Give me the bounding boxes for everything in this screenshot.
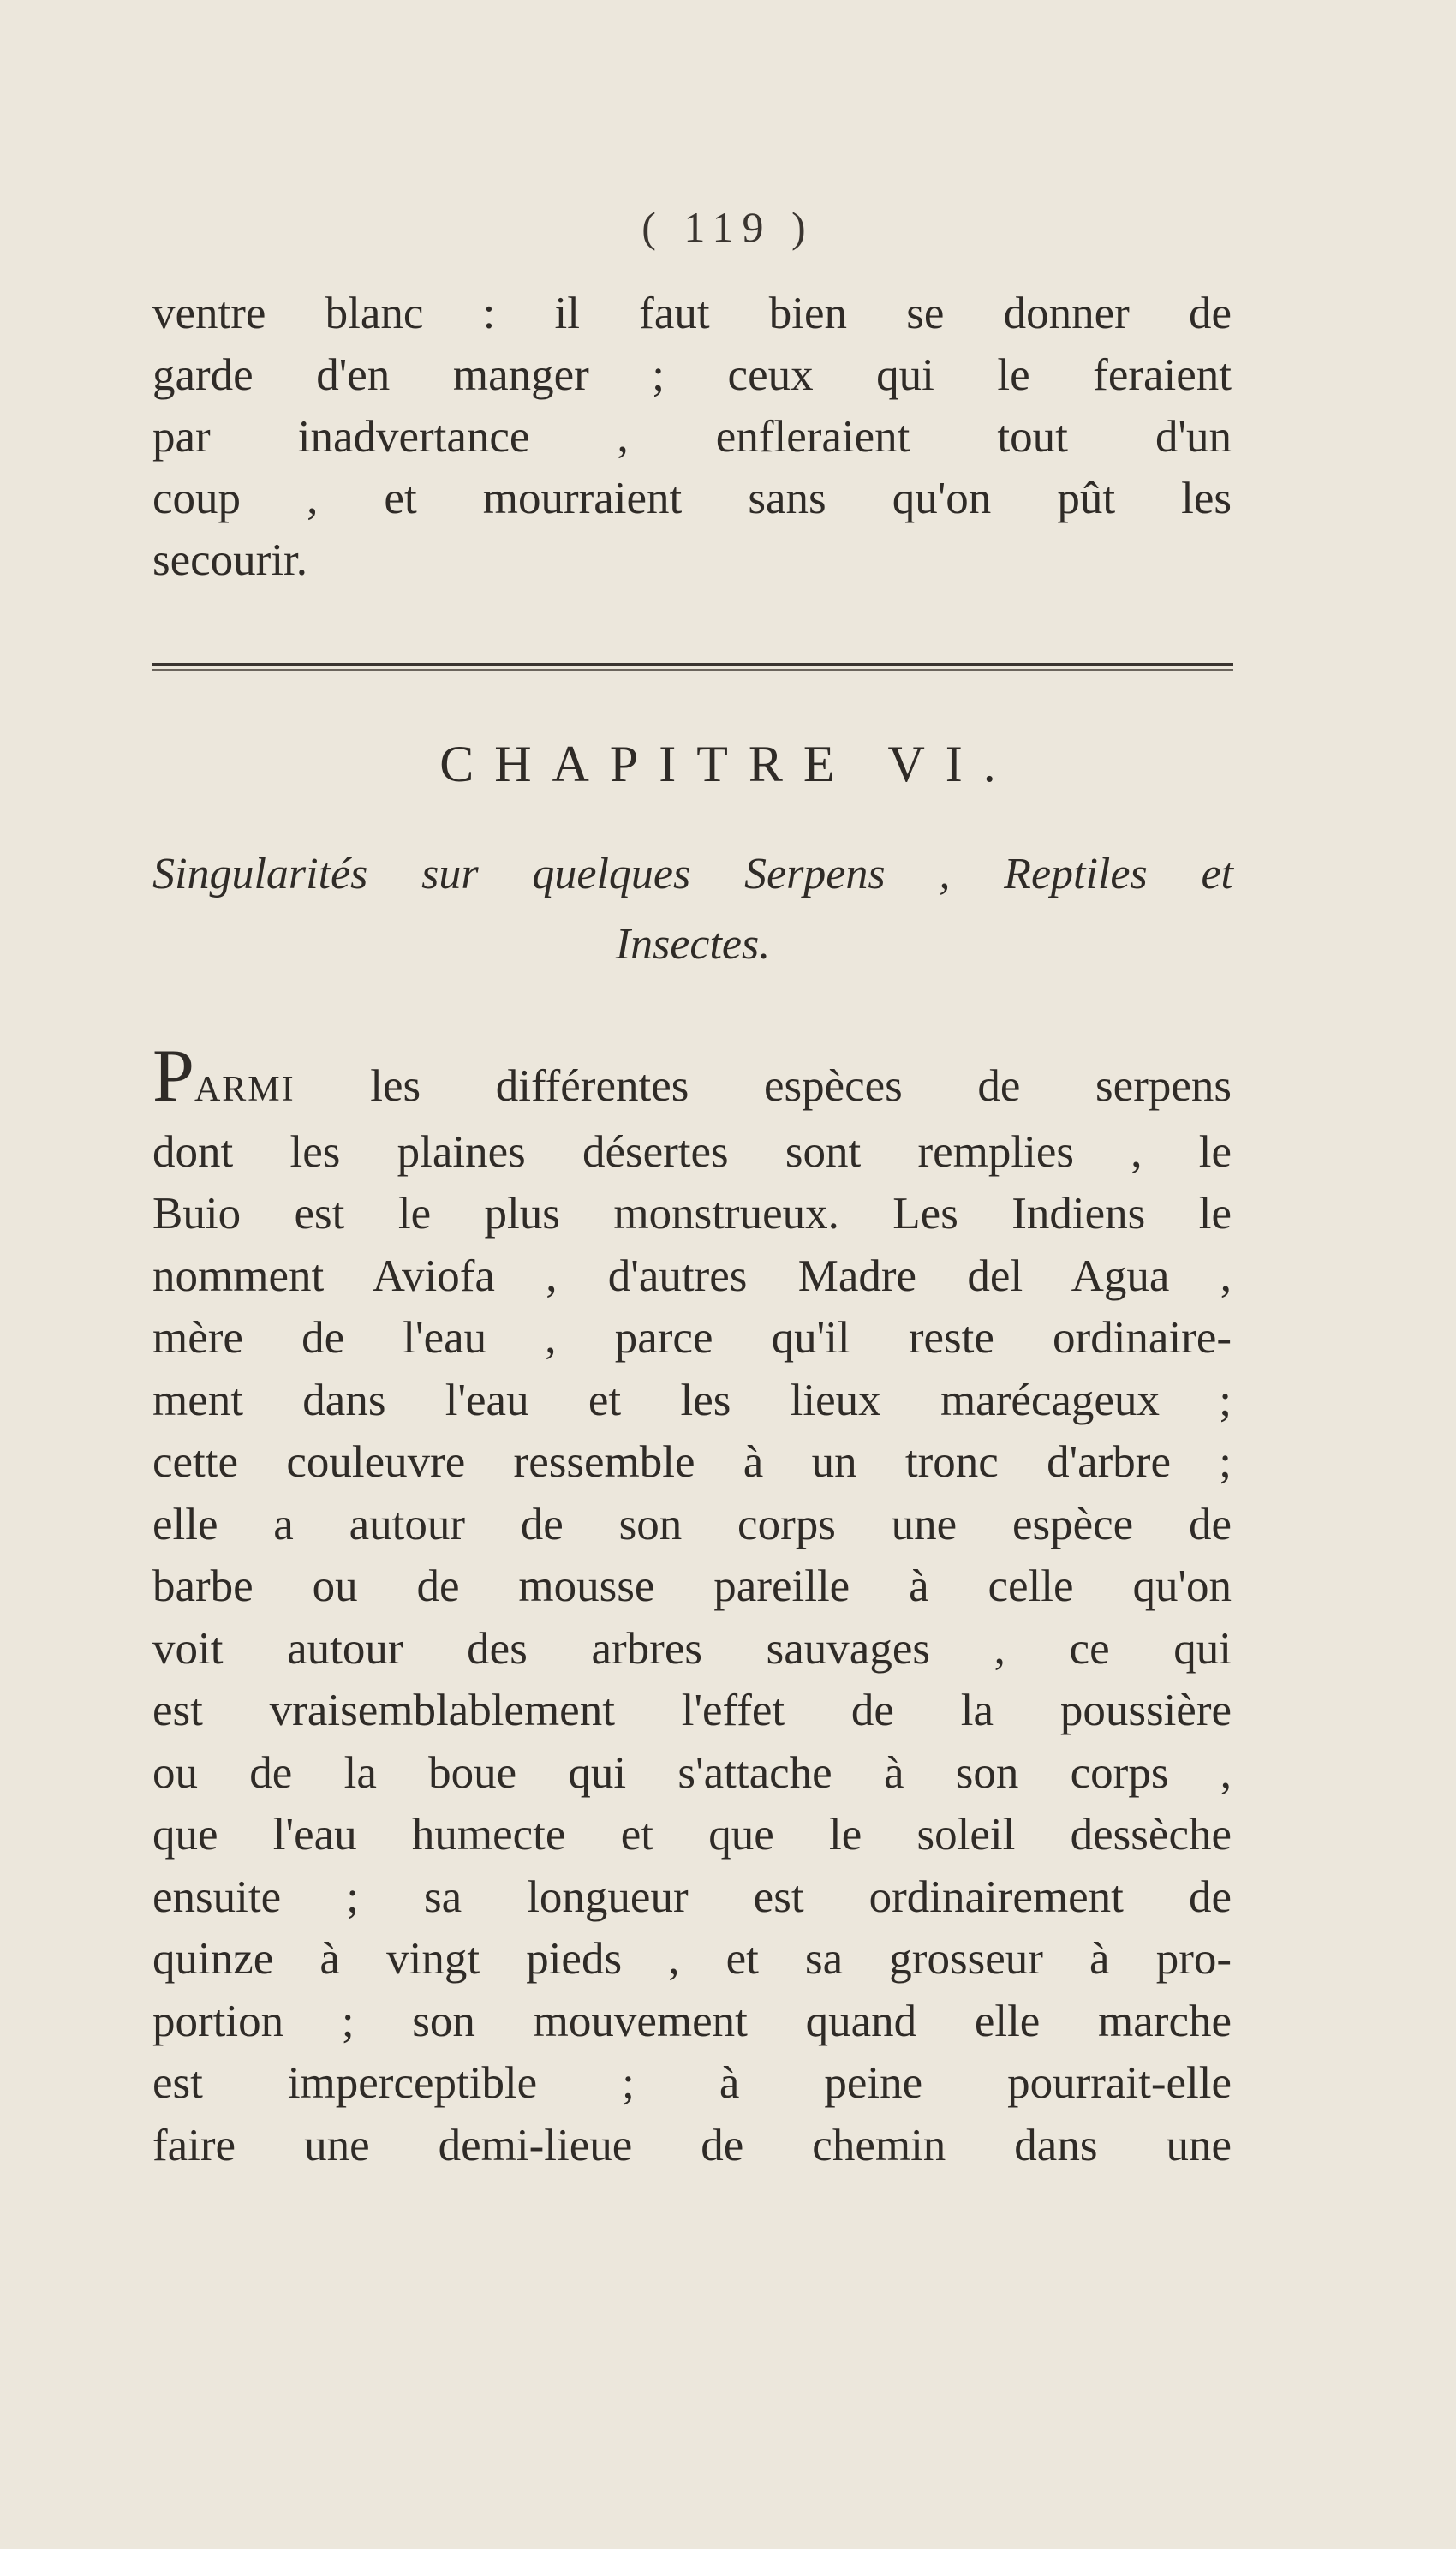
- text-line: ment dans l'eau et les lieux marécageux ;: [152, 1375, 1232, 1425]
- text-line: ou de la boue qui s'attache à son corps ,: [152, 1747, 1232, 1798]
- chapter-heading: CHAPITRE VI.: [439, 736, 1017, 792]
- small-caps-word: ARMI: [194, 1070, 295, 1109]
- text-line: par inadvertance , enfleraient tout d'un: [152, 412, 1232, 462]
- text-line: est imperceptible ; à peine pourrait-elle: [152, 2058, 1232, 2108]
- page-number: ( 119 ): [641, 203, 815, 251]
- text-line: faire une demi-lieue de chemin dans une: [152, 2120, 1232, 2170]
- text-line: barbe ou de mousse pareille à celle qu'on: [152, 1561, 1232, 1611]
- text-line: coup , et mourraient sans qu'on pût les: [152, 474, 1232, 523]
- section-divider-rule: [152, 663, 1233, 672]
- text-line: Buio est le plus monstrueux. Les Indiens le: [152, 1189, 1232, 1239]
- text-line: garde d'en manger ; ceux qui le feraient: [152, 350, 1232, 400]
- text-line: secourir.: [152, 535, 308, 585]
- text-line: dont les plaines désertes sont remplies , le: [152, 1126, 1232, 1177]
- text-line: que l'eau humecte et que le soleil dessèche: [152, 1810, 1232, 1860]
- body-paragraph: [152, 1035, 1232, 2176]
- drop-cap: P: [152, 1035, 194, 1118]
- text-line: nomment Aviofa , d'autres Madre del Agua ,: [152, 1251, 1232, 1301]
- text-line: est vraisemblablement l'effet de la poussière: [152, 1686, 1232, 1735]
- text-line: portion ; son mouvement quand elle marche: [152, 1996, 1232, 2046]
- text-line: cette couleuvre ressemble à un tronc d'arbre ;: [152, 1437, 1232, 1487]
- first-text-line: [152, 1035, 1232, 1121]
- text-line: voit autour des arbres sauvages , ce qui: [152, 1623, 1232, 1674]
- text-line: elle a autour de son corps une espèce de: [152, 1499, 1232, 1549]
- divider-thick-line: [152, 663, 1233, 666]
- text-line: mère de l'eau , parce qu'il reste ordinaire-: [152, 1313, 1232, 1363]
- subtitle-line: Insectes.: [615, 920, 771, 969]
- text-line: ensuite ; sa longueur est ordinairement de: [152, 1871, 1232, 1922]
- text-line: ventre blanc : il faut bien se donner de: [152, 289, 1232, 338]
- top-paragraph: [152, 283, 1232, 591]
- first-line-rest: les différentes espèces de serpens: [295, 1061, 1232, 1111]
- divider-thin-line: [152, 669, 1233, 671]
- subtitle-line: Singularités sur quelques Serpens , Reptiles et: [152, 850, 1233, 898]
- text-line: quinze à vingt pieds , et sa grosseur à pro-: [152, 1934, 1232, 1984]
- chapter-subtitle: [152, 839, 1233, 980]
